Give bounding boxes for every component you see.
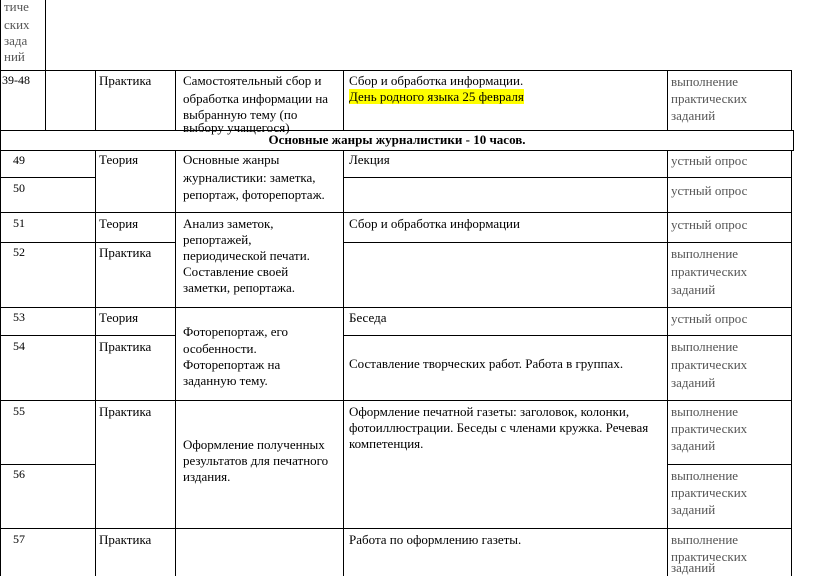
- topic-line: Составление своей: [183, 264, 289, 279]
- lesson-type: Практика: [99, 404, 152, 419]
- control-line: выполнение: [671, 468, 739, 483]
- topic-line: Самостоятельный сбор и: [183, 73, 322, 88]
- control-line: выполнение: [671, 532, 739, 547]
- lesson-type: Практика: [99, 339, 152, 354]
- control-line: устный опрос: [671, 217, 748, 232]
- topic-line: выбранную тему (по: [183, 107, 298, 122]
- control-line: заданий: [671, 438, 716, 453]
- topic-line: Фоторепортаж, его: [183, 324, 289, 339]
- section-header: Основные жанры журналистики - 10 часов.: [268, 132, 526, 147]
- lesson-type: Практика: [99, 245, 152, 260]
- topic-line: заметки, репортажа.: [183, 280, 296, 295]
- topic-line: издания.: [183, 469, 231, 484]
- control-line: заданий: [671, 375, 716, 390]
- topic-line: обработка информации на: [183, 91, 329, 106]
- control-line: заданий: [671, 560, 716, 575]
- content-line: Сбор и обработка информации.: [349, 73, 524, 88]
- lesson-type: Практика: [99, 73, 152, 88]
- control-line: устный опрос: [671, 311, 748, 326]
- control-line: выполнение: [671, 404, 739, 419]
- topic-line: заданную тему.: [183, 373, 268, 388]
- topic-line: результатов для печатного: [183, 453, 329, 468]
- row-number: 55: [13, 404, 25, 418]
- content-line: Сбор и обработка информации: [349, 216, 520, 231]
- control-line: заданий: [671, 282, 716, 297]
- control-line: заданий: [671, 108, 716, 123]
- content-line: Беседа: [349, 310, 387, 325]
- content-line: Работа по оформлению газеты.: [349, 532, 522, 547]
- content-line: Лекция: [349, 152, 390, 167]
- topic-line: репортаж, фоторепортаж.: [183, 187, 325, 202]
- control-line: практических: [671, 421, 748, 436]
- top-label-line: ских: [4, 17, 30, 32]
- topic-line: репортажей,: [183, 232, 252, 247]
- control-line: выполнение: [671, 246, 739, 261]
- content-line: Оформление печатной газеты: заголовок, колонки,: [349, 404, 630, 419]
- control-line: практических: [671, 357, 748, 372]
- row-number: 49: [13, 153, 25, 167]
- row-number: 54: [13, 339, 25, 353]
- lesson-type: Практика: [99, 532, 152, 547]
- row-number: 53: [13, 310, 25, 324]
- topic-line: Фоторепортаж на: [183, 357, 281, 372]
- control-line: заданий: [671, 502, 716, 517]
- topic-line: периодической печати.: [183, 248, 310, 263]
- lesson-type: Теория: [99, 310, 139, 325]
- top-label-line: тиче: [4, 0, 29, 14]
- topic-line: особенности.: [183, 341, 257, 356]
- content-line: фотоиллюстрации. Беседы с членами кружка. Речевая: [349, 420, 649, 435]
- control-line: выполнение: [671, 74, 739, 89]
- row-number: 52: [13, 245, 25, 259]
- topic-line: Анализ заметок,: [183, 216, 274, 231]
- topic-line: выбору учащегося): [183, 120, 290, 135]
- row-number: 56: [13, 467, 25, 481]
- control-line: выполнение: [671, 339, 739, 354]
- top-label-line: зада: [4, 33, 28, 48]
- control-line: практических: [671, 91, 748, 106]
- control-line: практических: [671, 264, 748, 279]
- top-label-line: ний: [4, 49, 25, 64]
- control-line: устный опрос: [671, 153, 748, 168]
- control-line: устный опрос: [671, 183, 748, 198]
- topic-line: Основные жанры: [183, 152, 280, 167]
- row-number: 51: [13, 216, 25, 230]
- row-number: 57: [13, 532, 25, 546]
- content-line: компетенция.: [349, 436, 424, 451]
- control-line: практических: [671, 485, 748, 500]
- control-line: практических: [671, 549, 748, 564]
- lesson-type: Теория: [99, 152, 139, 167]
- row-number: 39-48: [2, 73, 30, 87]
- lesson-type: Теория: [99, 216, 139, 231]
- highlighted-date: День родного языка 25 февраля: [349, 89, 524, 104]
- topic-line: Оформление полученных: [183, 437, 325, 452]
- topic-line: журналистики: заметка,: [183, 170, 316, 185]
- content-line: Составление творческих работ. Работа в группах.: [349, 356, 624, 371]
- row-number: 50: [13, 181, 25, 195]
